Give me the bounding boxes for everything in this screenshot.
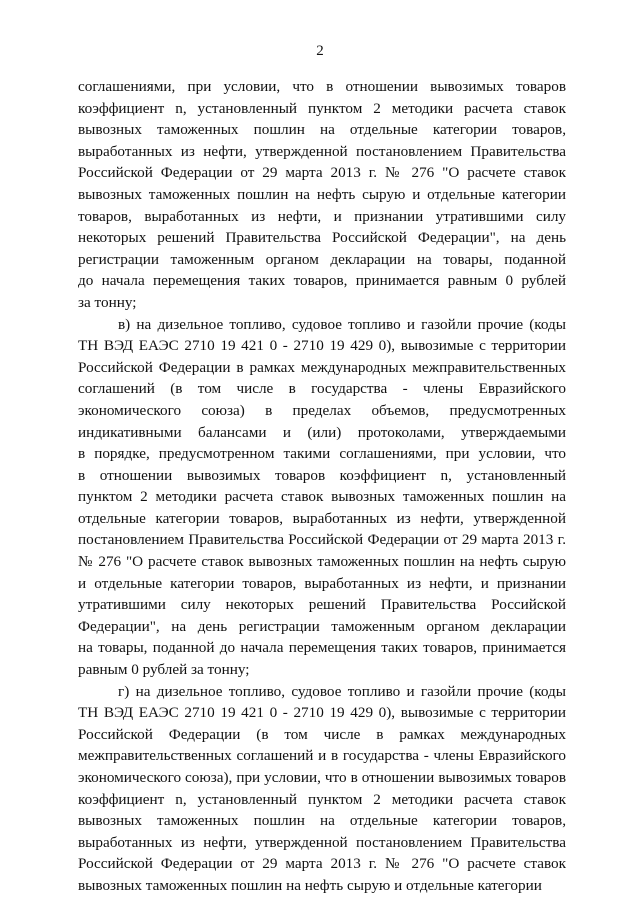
text-line: за тонну; <box>78 293 137 311</box>
text-line: в порядке, предусмотренном такими соглашениями, при условии, что <box>78 445 566 463</box>
text-line: межправительственных соглашений и в государства - члены Евразийского <box>78 747 566 765</box>
text-line: в) на дизельное топливо, судовое топливо и газойли прочие (коды <box>118 315 566 333</box>
text-line: № 276 "О расчете ставок вывозных таможенных пошлин на нефть сырую <box>78 553 566 571</box>
text-line: вывозных таможенных пошлин на отдельные категории товаров, <box>78 812 566 830</box>
text-line: вывозных таможенных пошлин на отдельные категории товаров, <box>78 121 566 139</box>
text-line: коэффициент n, установленный пунктом 2 методики расчета ставок <box>78 790 566 808</box>
text-line: Российской Федерации (в том числе в рамках международных <box>78 725 566 743</box>
text-line: отдельные категории товаров, выработанных из нефти, утвержденной <box>78 509 566 527</box>
text-line: коэффициент n, установленный пунктом 2 методики расчета ставок <box>78 99 566 117</box>
text-line: и отдельные категории товаров, выработанных из нефти, и признании <box>78 574 566 592</box>
text-line: ТН ВЭД ЕАЭС 2710 19 421 0 - 2710 19 429 0), вывозимые с территории <box>78 337 566 355</box>
page-number: 2 <box>316 43 324 59</box>
paragraph <box>78 314 566 681</box>
text-line: Российской Федерации в рамках международных межправительственных <box>78 358 566 376</box>
text-line: соглашениями, при условии, что в отношении вывозимых товаров <box>78 78 566 95</box>
text-line: соглашений (в том числе в государства - члены Евразийского <box>78 380 566 398</box>
text-line: экономического союза), при условии, что в отношении вывозимых товаров <box>78 769 566 786</box>
text-line: Федерации", на день регистрации таможенным органом декларации <box>78 617 566 635</box>
text-line: индикативными балансами и (или) протоколами, утверждаемыми <box>78 423 566 441</box>
text-line: некоторых решений Правительства Российской Федерации", на день <box>78 229 566 247</box>
text-line: г) на дизельное топливо, судовое топливо и газойли прочие (коды <box>118 682 566 700</box>
text-line: до начала перемещения таких товаров, принимается равным 0 рублей <box>78 272 566 290</box>
paragraph <box>78 76 566 314</box>
text-line: в отношении вывозимых товаров коэффициент n, установленный <box>78 466 566 484</box>
text-line: Российской Федерации от 29 марта 2013 г. № 276 "О расчете ставок <box>78 164 566 182</box>
text-line: экономического союза) в пределах объемов, предусмотренных <box>78 401 566 419</box>
text-line: регистрации таможенным органом декларации на товары, поданной <box>78 250 566 268</box>
text-line: на товары, поданной до начала перемещения таких товаров, принимается <box>78 639 566 657</box>
text-line: вывозных таможенных пошлин на нефть сырую и отдельные категории <box>78 185 566 203</box>
text-line: товаров, выработанных из нефти, и признании утратившими силу <box>78 207 566 225</box>
text-line: постановлением Правительства Российской Федерации от 29 марта 2013 г. <box>78 531 566 549</box>
text-line: вывозных таможенных пошлин на нефть сырую и отдельные категории <box>78 876 542 894</box>
document-body <box>78 76 566 897</box>
text-line: Российской Федерации от 29 марта 2013 г. № 276 "О расчете ставок <box>78 855 566 873</box>
text-line: равным 0 рублей за тонну; <box>78 661 250 679</box>
paragraph <box>78 681 566 897</box>
text-line: выработанных из нефти, утвержденной постановлением Правительства <box>78 142 566 160</box>
text-line: утратившими силу некоторых решений Правительства Российской <box>78 596 566 614</box>
text-line: выработанных из нефти, утвержденной постановлением Правительства <box>78 833 566 851</box>
text-line: ТН ВЭД ЕАЭС 2710 19 421 0 - 2710 19 429 0), вывозимые с территории <box>78 704 566 722</box>
text-line: пунктом 2 методики расчета ставок вывозных таможенных пошлин на <box>78 488 566 506</box>
